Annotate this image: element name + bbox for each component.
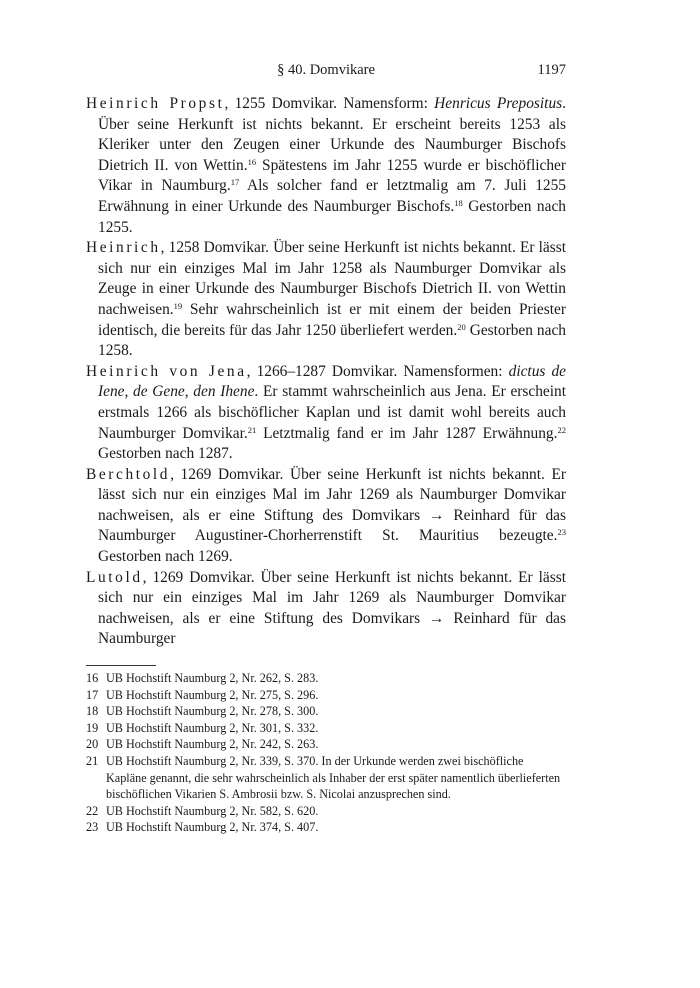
entry-paragraph	[86, 94, 566, 238]
entry-text: , 1266–1287 Domvikar. Namensformen:	[246, 362, 509, 380]
entry-text: Sehr wahrscheinlich ist er mit einem der beiden Priester identisch, die bereits für das Jahr 1250 überliefert werden.	[98, 300, 566, 339]
italic-name-form: Henricus Prepositus	[434, 95, 563, 112]
footnote-text: UB Hochstift Naumburg 2, Nr. 582, S. 620.	[106, 803, 319, 818]
entry-text: Spätestens im Jahr 1255 wurde er bischöflicher Vikar in Naumburg.	[98, 156, 566, 195]
footnote-ref: 21	[247, 424, 257, 435]
entry-paragraph	[86, 465, 566, 568]
footnote	[86, 803, 566, 820]
footnote-number: 20	[86, 737, 99, 752]
footnote	[86, 753, 566, 803]
footnote-text: UB Hochstift Naumburg 2, Nr. 242, S. 263.	[106, 737, 319, 752]
footnote-text: UB Hochstift Naumburg 2, Nr. 374, S. 407.	[106, 820, 319, 835]
footnote-number: 18	[86, 704, 99, 719]
footnote-ref: 22	[557, 424, 566, 435]
footnote-text: UB Hochstift Naumburg 2, Nr. 301, S. 332.	[106, 720, 319, 735]
entry-text: . Über seine Herkunft ist nichts bekannt. Er erscheint bereits 1253 als Kleriker unter den Zeugen einer Urkunde des Naumburger Bischofs Dietrich II. von Wettin.	[98, 95, 566, 174]
section-title: § 40. Domvikare	[277, 62, 375, 78]
footnote-number: 21	[86, 753, 99, 768]
footnote	[86, 687, 566, 704]
entry-paragraph	[86, 568, 566, 650]
entry-text: Letztmalig fand er im Jahr 1287 Erwähnung.	[256, 424, 558, 442]
entry-text: Als solcher fand er letztmalig am 7. Juli 1255 Erwähnung in einer Urkunde des Naumburger Bischofs.	[98, 177, 566, 215]
entries-body	[86, 94, 566, 650]
entry-name: Lutold	[86, 568, 143, 586]
footnote	[86, 720, 566, 737]
footnote-text: UB Hochstift Naumburg 2, Nr. 339, S. 370. In der Urkunde werden zwei bischöfliche Kapläne genannt, die sehr wahrscheinlich als Inhaber der erst später namentlich überlieferten bischöflichen Vikarien S. Ambrosii bzw. S. Nicolai anzusprechen sind.	[106, 753, 561, 802]
entry-text: . Er stammt wahrscheinlich aus Jena. Er erscheint erstmals 1266 als bischöflicher Kaplan und ist damit wohl bereits auch Naumburger Domvikar.	[98, 383, 566, 442]
footnote	[86, 819, 566, 836]
footnote-ref: 23	[557, 527, 566, 538]
entry-text: , 1258 Domvikar. Über seine Herkunft ist nichts bekannt. Er lässt sich nur ein einziges Mal im Jahr 1258 als Naumburger Domvikar als Zeuge in einer Urkunde des Naumburger Bischofs Dietrich II. von Wettin nachweisen.	[98, 239, 566, 318]
footnote-number: 23	[86, 820, 99, 835]
footnote	[86, 736, 566, 753]
footnote-text: UB Hochstift Naumburg 2, Nr. 275, S. 296.	[106, 687, 319, 702]
footnote-number: 17	[86, 687, 99, 702]
footnote-ref: 18	[454, 197, 463, 208]
entry-name: Heinrich Propst	[86, 95, 225, 112]
entry-text: Gestorben nach 1269.	[98, 548, 233, 566]
footnote-number: 22	[86, 803, 99, 818]
footnote-ref: 17	[230, 177, 240, 188]
entry-text: Gestorben nach 1258.	[98, 321, 566, 360]
entry-text: , 1269 Domvikar. Über seine Herkunft ist nichts bekannt. Er lässt sich nur ein einziges Mal im Jahr 1269 als Naumburger Domvikar nachweisen, als er eine Stiftung des Domvikars → Reinhard für das Naumburger	[98, 568, 566, 648]
entry-text: , 1269 Domvikar. Über seine Herkunft ist nichts bekannt. Er lässt sich nur ein einziges Mal im Jahr 1269 als Naumburger Domvikar nachweisen, als er eine Stiftung des Domvikars → Reinhard für das Naumburger Augustiner-Chorherrenstift St. Mauritius bezeugte.	[98, 465, 566, 545]
entry-text: Gestorben nach 1287.	[98, 445, 233, 463]
footnote-text: UB Hochstift Naumburg 2, Nr. 262, S. 283.	[106, 671, 319, 685]
footnote-text: UB Hochstift Naumburg 2, Nr. 278, S. 300.	[106, 704, 319, 719]
footnote-ref: 19	[173, 300, 183, 311]
footnote-number: 16	[86, 671, 99, 685]
entry-name: Heinrich von Jena	[86, 362, 247, 380]
footnotes	[86, 670, 566, 836]
running-header	[86, 62, 566, 82]
footnote-ref: 16	[247, 156, 257, 167]
entry-paragraph	[86, 238, 566, 362]
entry-text: , 1255 Domvikar. Namensform:	[224, 95, 435, 112]
footnote-number: 19	[86, 720, 99, 735]
italic-name-form: dictus de Iene, de Gene, den Ihene	[98, 362, 566, 401]
entry-name: Heinrich	[86, 239, 161, 257]
entry-paragraph	[86, 362, 566, 465]
footnote-ref: 20	[457, 321, 466, 332]
page-number: 1197	[537, 62, 566, 78]
footnote	[86, 670, 566, 687]
entry-text: Gestorben nach 1255.	[98, 197, 566, 236]
footnote-divider	[86, 665, 156, 666]
entry-name: Berchtold	[86, 465, 171, 483]
footnote	[86, 703, 566, 720]
